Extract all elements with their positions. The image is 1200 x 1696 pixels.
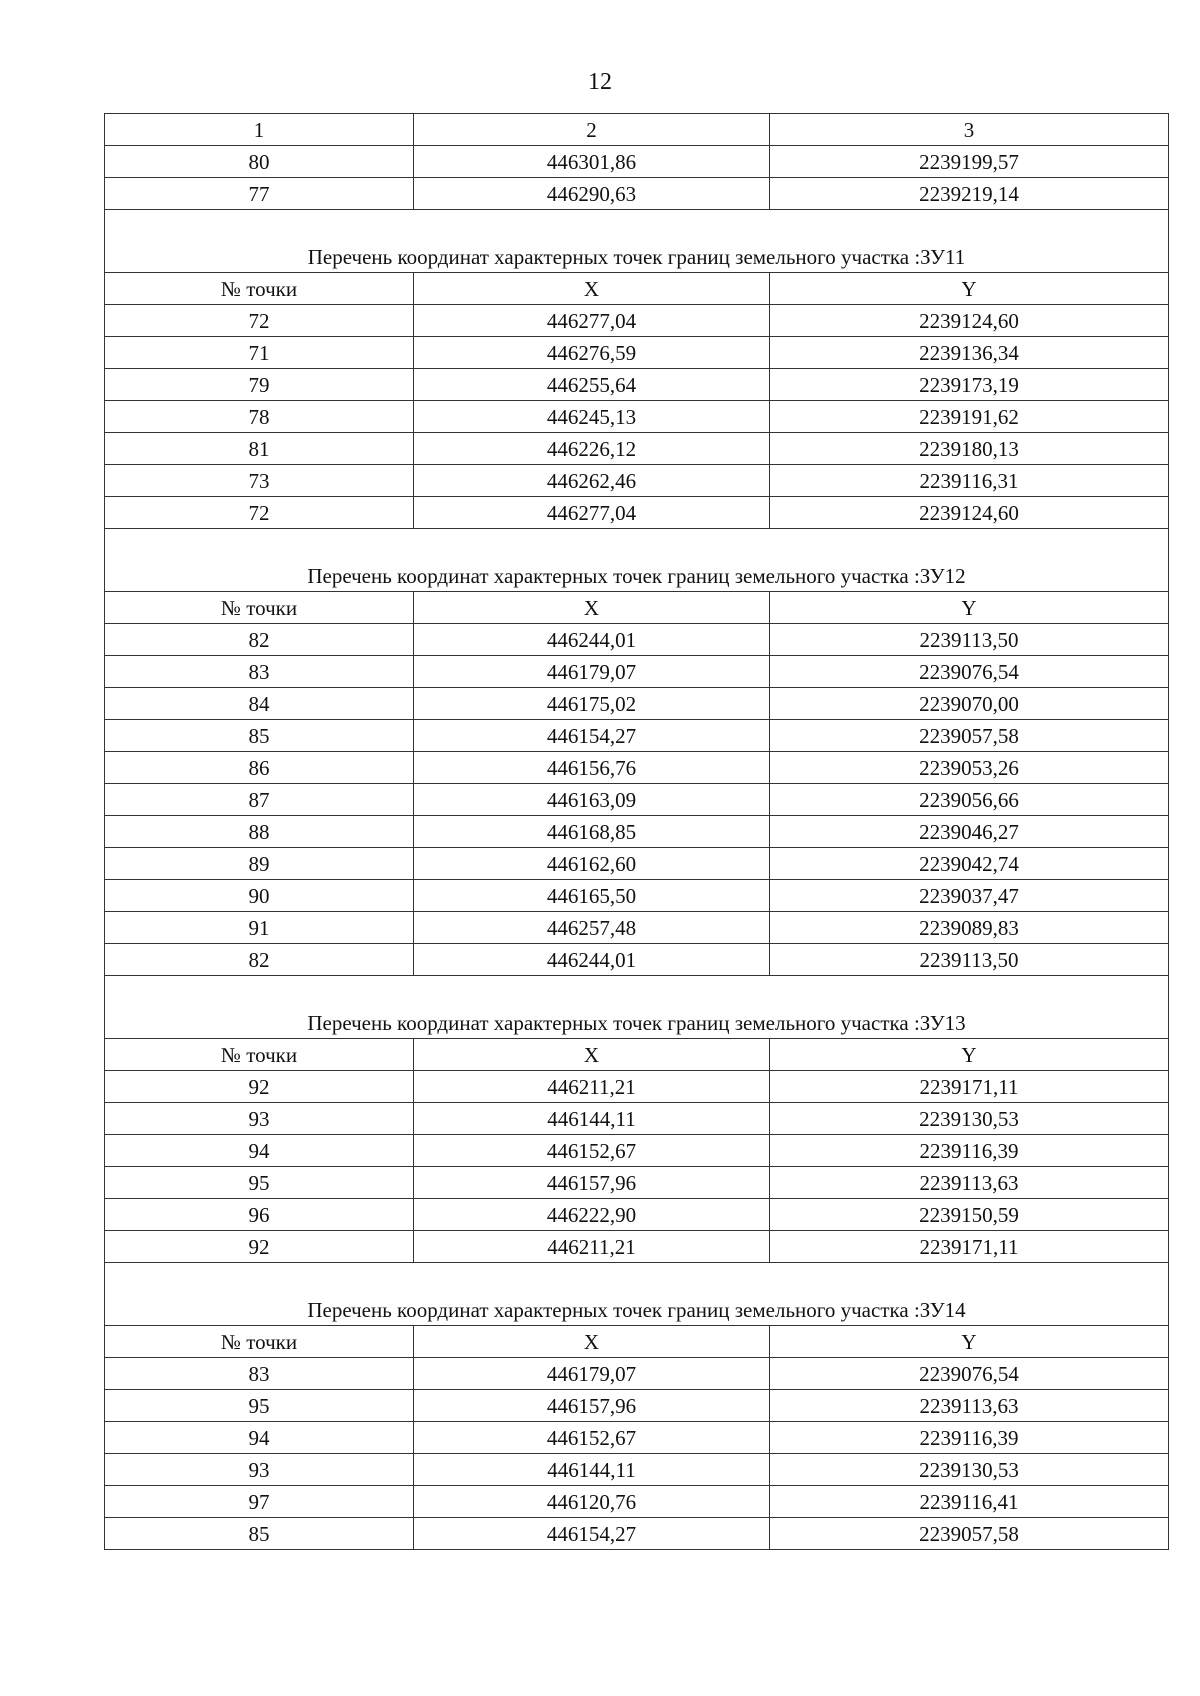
coordinates-table — [104, 113, 1169, 1550]
table-row — [105, 401, 1169, 433]
y-coordinate-cell: 2239042,74 — [770, 848, 1169, 880]
table-row — [105, 848, 1169, 880]
section-title: Перечень координат характерных точек границ земельного участка :ЗУ12 — [105, 560, 1169, 592]
y-coordinate-cell: 2239171,11 — [770, 1231, 1169, 1263]
section-title-row — [105, 241, 1169, 273]
column-header-row — [105, 1039, 1169, 1071]
x-coordinate-cell: 446262,46 — [414, 465, 770, 497]
table-row — [105, 178, 1169, 210]
point-number-cell: 72 — [105, 497, 414, 529]
y-coordinate-cell: 2239113,50 — [770, 944, 1169, 976]
column-header-y: Y — [770, 273, 1169, 305]
point-number-cell: 83 — [105, 1358, 414, 1390]
y-coordinate-cell: 2239173,19 — [770, 369, 1169, 401]
y-coordinate-cell: 2239136,34 — [770, 337, 1169, 369]
y-coordinate-cell: 2239056,66 — [770, 784, 1169, 816]
x-coordinate-cell: 446222,90 — [414, 1199, 770, 1231]
column-header-row — [105, 273, 1169, 305]
y-coordinate-cell: 2239124,60 — [770, 305, 1169, 337]
table-row — [105, 688, 1169, 720]
x-coordinate-cell: 446154,27 — [414, 1518, 770, 1550]
x-coordinate-cell: 446144,11 — [414, 1103, 770, 1135]
column-number-cell: 1 — [105, 114, 414, 146]
section-title: Перечень координат характерных точек границ земельного участка :ЗУ14 — [105, 1294, 1169, 1326]
y-coordinate-cell: 2239199,57 — [770, 146, 1169, 178]
table-row — [105, 1167, 1169, 1199]
x-coordinate-cell: 446120,76 — [414, 1486, 770, 1518]
y-coordinate-cell: 2239171,11 — [770, 1071, 1169, 1103]
point-number-cell: 96 — [105, 1199, 414, 1231]
table-row — [105, 912, 1169, 944]
section-spacer-cell — [105, 976, 1169, 1008]
point-number-cell: 92 — [105, 1231, 414, 1263]
table-row — [105, 369, 1169, 401]
section-title: Перечень координат характерных точек границ земельного участка :ЗУ11 — [105, 241, 1169, 273]
table-row — [105, 944, 1169, 976]
point-number-cell: 93 — [105, 1103, 414, 1135]
point-number-cell: 84 — [105, 688, 414, 720]
x-coordinate-cell: 446179,07 — [414, 1358, 770, 1390]
point-number-cell: 85 — [105, 1518, 414, 1550]
section-spacer-row — [105, 210, 1169, 242]
table-row — [105, 1135, 1169, 1167]
page-number: 12 — [588, 69, 612, 95]
point-number-cell: 78 — [105, 401, 414, 433]
x-coordinate-cell: 446244,01 — [414, 624, 770, 656]
column-header-point: № точки — [105, 273, 414, 305]
table-row — [105, 1518, 1169, 1550]
x-coordinate-cell: 446211,21 — [414, 1231, 770, 1263]
table-row — [105, 497, 1169, 529]
x-coordinate-cell: 446211,21 — [414, 1071, 770, 1103]
point-number-cell: 80 — [105, 146, 414, 178]
x-coordinate-cell: 446144,11 — [414, 1454, 770, 1486]
x-coordinate-cell: 446276,59 — [414, 337, 770, 369]
y-coordinate-cell: 2239046,27 — [770, 816, 1169, 848]
x-coordinate-cell: 446245,13 — [414, 401, 770, 433]
point-number-cell: 87 — [105, 784, 414, 816]
y-coordinate-cell: 2239191,62 — [770, 401, 1169, 433]
y-coordinate-cell: 2239070,00 — [770, 688, 1169, 720]
x-coordinate-cell: 446165,50 — [414, 880, 770, 912]
section-spacer-cell — [105, 529, 1169, 561]
y-coordinate-cell: 2239116,31 — [770, 465, 1169, 497]
continuation-header-row — [105, 114, 1169, 146]
table-row — [105, 305, 1169, 337]
table-row — [105, 624, 1169, 656]
y-coordinate-cell: 2239057,58 — [770, 720, 1169, 752]
x-coordinate-cell: 446301,86 — [414, 146, 770, 178]
section-title-row — [105, 1007, 1169, 1039]
y-coordinate-cell: 2239116,39 — [770, 1135, 1169, 1167]
column-header-point: № точки — [105, 1039, 414, 1071]
y-coordinate-cell: 2239130,53 — [770, 1103, 1169, 1135]
section-title-row — [105, 1294, 1169, 1326]
y-coordinate-cell: 2239180,13 — [770, 433, 1169, 465]
x-coordinate-cell: 446157,96 — [414, 1167, 770, 1199]
column-header-y: Y — [770, 1326, 1169, 1358]
table-row — [105, 1358, 1169, 1390]
y-coordinate-cell: 2239057,58 — [770, 1518, 1169, 1550]
table-row — [105, 433, 1169, 465]
table-row — [105, 880, 1169, 912]
y-coordinate-cell: 2239113,50 — [770, 624, 1169, 656]
point-number-cell: 72 — [105, 305, 414, 337]
y-coordinate-cell: 2239150,59 — [770, 1199, 1169, 1231]
point-number-cell: 88 — [105, 816, 414, 848]
point-number-cell: 95 — [105, 1167, 414, 1199]
x-coordinate-cell: 446154,27 — [414, 720, 770, 752]
x-coordinate-cell: 446255,64 — [414, 369, 770, 401]
table-row — [105, 1422, 1169, 1454]
table-row — [105, 337, 1169, 369]
point-number-cell: 95 — [105, 1390, 414, 1422]
table-row — [105, 1199, 1169, 1231]
column-header-x: X — [414, 592, 770, 624]
point-number-cell: 79 — [105, 369, 414, 401]
point-number-cell: 89 — [105, 848, 414, 880]
x-coordinate-cell: 446277,04 — [414, 305, 770, 337]
column-header-row — [105, 592, 1169, 624]
table-row — [105, 1231, 1169, 1263]
section-spacer-row — [105, 976, 1169, 1008]
point-number-cell: 92 — [105, 1071, 414, 1103]
y-coordinate-cell: 2239219,14 — [770, 178, 1169, 210]
x-coordinate-cell: 446168,85 — [414, 816, 770, 848]
table-row — [105, 752, 1169, 784]
y-coordinate-cell: 2239037,47 — [770, 880, 1169, 912]
point-number-cell: 93 — [105, 1454, 414, 1486]
table-row — [105, 1071, 1169, 1103]
x-coordinate-cell: 446152,67 — [414, 1135, 770, 1167]
x-coordinate-cell: 446162,60 — [414, 848, 770, 880]
point-number-cell: 77 — [105, 178, 414, 210]
point-number-cell: 90 — [105, 880, 414, 912]
point-number-cell: 94 — [105, 1135, 414, 1167]
y-coordinate-cell: 2239076,54 — [770, 1358, 1169, 1390]
column-header-point: № точки — [105, 1326, 414, 1358]
point-number-cell: 82 — [105, 624, 414, 656]
x-coordinate-cell: 446163,09 — [414, 784, 770, 816]
table-row — [105, 1390, 1169, 1422]
point-number-cell: 97 — [105, 1486, 414, 1518]
point-number-cell: 82 — [105, 944, 414, 976]
column-header-point: № точки — [105, 592, 414, 624]
x-coordinate-cell: 446290,63 — [414, 178, 770, 210]
point-number-cell: 71 — [105, 337, 414, 369]
y-coordinate-cell: 2239130,53 — [770, 1454, 1169, 1486]
section-spacer-row — [105, 529, 1169, 561]
x-coordinate-cell: 446156,76 — [414, 752, 770, 784]
table-row — [105, 465, 1169, 497]
y-coordinate-cell: 2239053,26 — [770, 752, 1169, 784]
table-row — [105, 1486, 1169, 1518]
column-header-y: Y — [770, 1039, 1169, 1071]
table-row — [105, 146, 1169, 178]
point-number-cell: 73 — [105, 465, 414, 497]
column-header-row — [105, 1326, 1169, 1358]
table-row — [105, 1103, 1169, 1135]
x-coordinate-cell: 446277,04 — [414, 497, 770, 529]
y-coordinate-cell: 2239089,83 — [770, 912, 1169, 944]
table-row — [105, 784, 1169, 816]
table-row — [105, 816, 1169, 848]
section-spacer-row — [105, 1263, 1169, 1295]
column-header-x: X — [414, 1039, 770, 1071]
point-number-cell: 83 — [105, 656, 414, 688]
point-number-cell: 94 — [105, 1422, 414, 1454]
x-coordinate-cell: 446175,02 — [414, 688, 770, 720]
y-coordinate-cell: 2239116,39 — [770, 1422, 1169, 1454]
y-coordinate-cell: 2239076,54 — [770, 656, 1169, 688]
table-row — [105, 656, 1169, 688]
x-coordinate-cell: 446257,48 — [414, 912, 770, 944]
column-header-y: Y — [770, 592, 1169, 624]
x-coordinate-cell: 446226,12 — [414, 433, 770, 465]
table-row — [105, 720, 1169, 752]
point-number-cell: 86 — [105, 752, 414, 784]
point-number-cell: 81 — [105, 433, 414, 465]
table-row — [105, 1454, 1169, 1486]
y-coordinate-cell: 2239124,60 — [770, 497, 1169, 529]
section-title: Перечень координат характерных точек границ земельного участка :ЗУ13 — [105, 1007, 1169, 1039]
column-number-cell: 3 — [770, 114, 1169, 146]
section-spacer-cell — [105, 210, 1169, 242]
point-number-cell: 91 — [105, 912, 414, 944]
section-spacer-cell — [105, 1263, 1169, 1295]
y-coordinate-cell: 2239113,63 — [770, 1390, 1169, 1422]
column-number-cell: 2 — [414, 114, 770, 146]
x-coordinate-cell: 446244,01 — [414, 944, 770, 976]
column-header-x: X — [414, 273, 770, 305]
x-coordinate-cell: 446179,07 — [414, 656, 770, 688]
x-coordinate-cell: 446157,96 — [414, 1390, 770, 1422]
column-header-x: X — [414, 1326, 770, 1358]
point-number-cell: 85 — [105, 720, 414, 752]
y-coordinate-cell: 2239116,41 — [770, 1486, 1169, 1518]
x-coordinate-cell: 446152,67 — [414, 1422, 770, 1454]
y-coordinate-cell: 2239113,63 — [770, 1167, 1169, 1199]
section-title-row — [105, 560, 1169, 592]
